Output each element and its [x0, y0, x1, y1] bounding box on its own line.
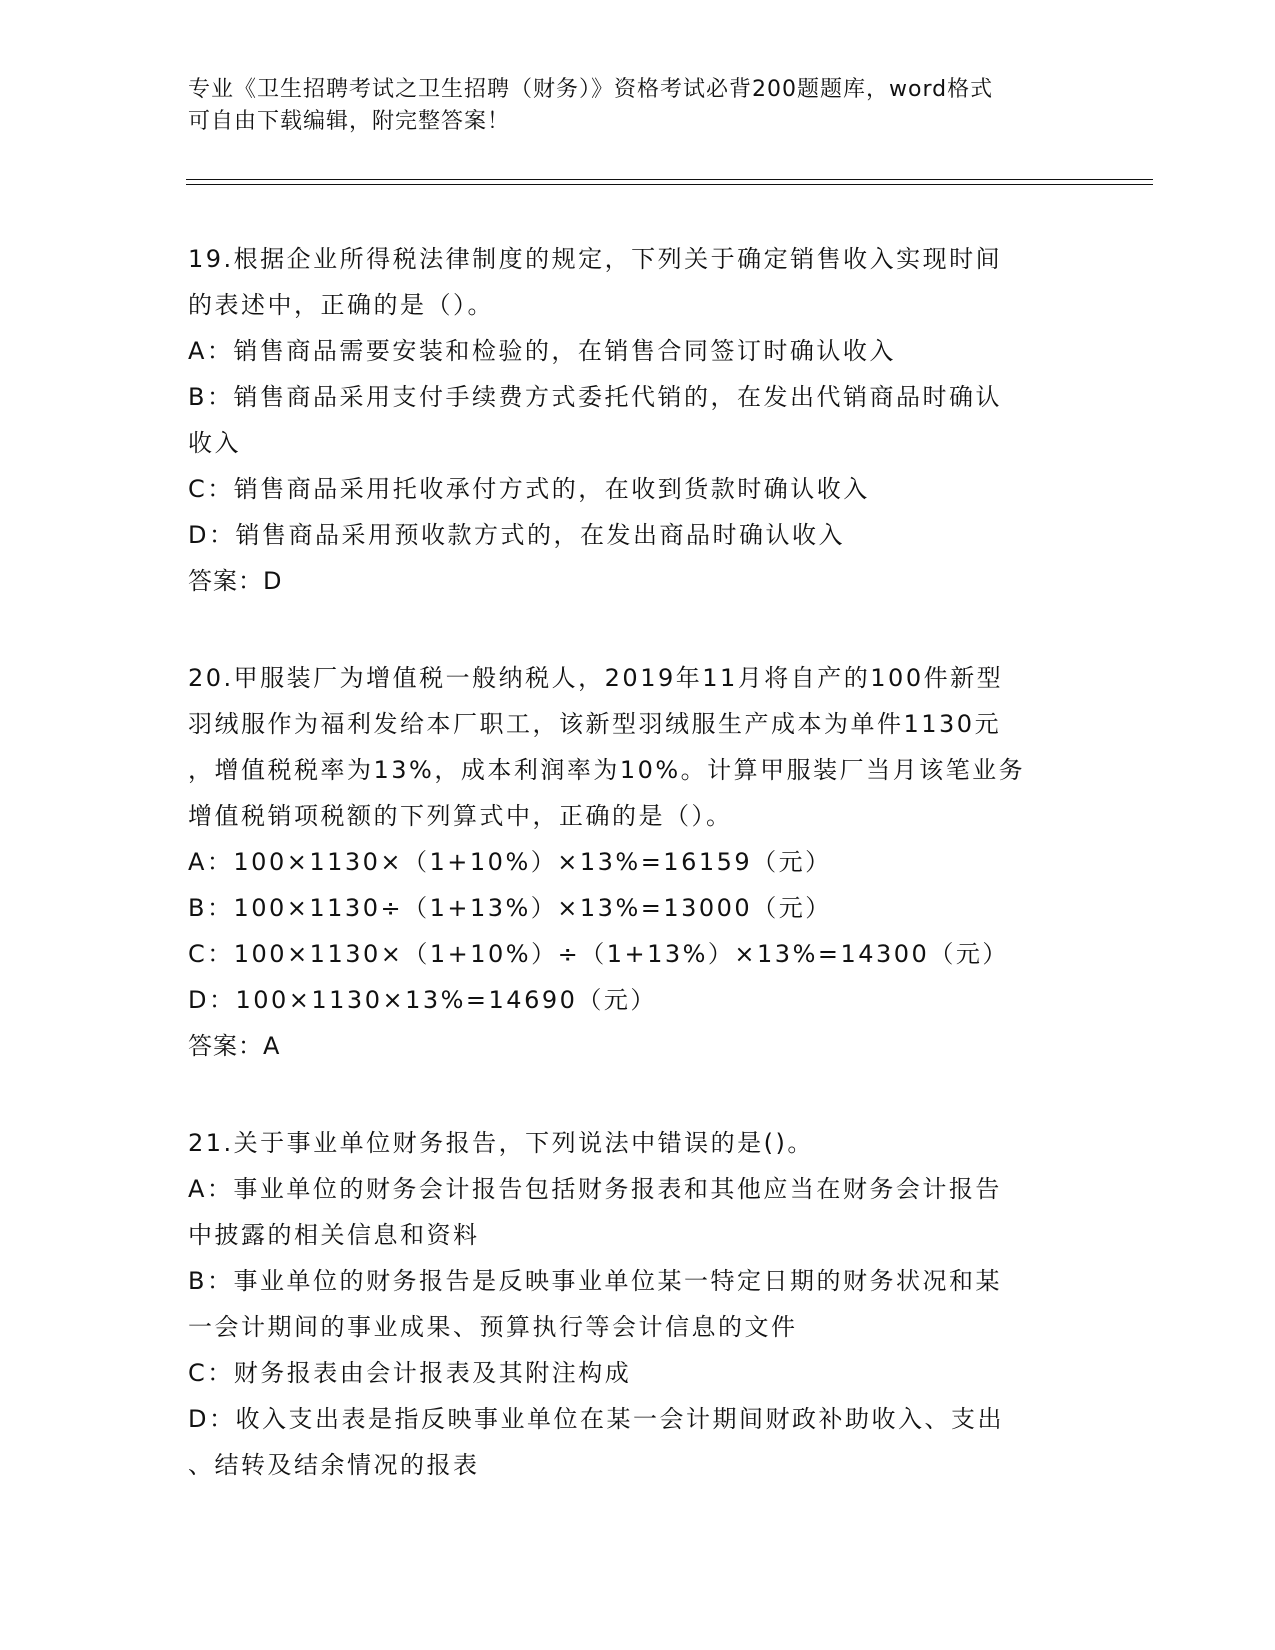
question-list	[188, 236, 1088, 1539]
answer-label: 答案：D	[188, 567, 283, 595]
option-b-continued: 一会计期间的事业成果、预算执行等会计信息的文件	[188, 1313, 798, 1341]
question-text-line: 21.关于事业单位财务报告，下列说法中错误的是()。	[188, 1129, 814, 1157]
question-text-line: 羽绒服作为福利发给本厂职工，该新型羽绒服生产成本为单件1130元	[188, 710, 1002, 738]
option-a: A：销售商品需要安装和检验的，在销售合同签订时确认收入	[188, 337, 896, 365]
option-a: A：100×1130×（1+10%）×13%=16159（元）	[188, 848, 832, 876]
question-text-line: 增值税销项税额的下列算式中，正确的是（）。	[188, 802, 733, 830]
option-b-continued: 收入	[188, 429, 241, 457]
option-b: B：事业单位的财务报告是反映事业单位某一特定日期的财务状况和某	[188, 1267, 1002, 1295]
answer-label: 答案：A	[188, 1032, 281, 1060]
option-c: C：财务报表由会计报表及其附注构成	[188, 1359, 632, 1387]
option-d: D：100×1130×13%=14690（元）	[188, 986, 657, 1014]
question-21	[188, 1120, 1088, 1488]
option-d-continued: 、结转及结余情况的报表	[188, 1451, 480, 1479]
option-b: B：销售商品采用支付手续费方式委托代销的，在发出代销商品时确认	[188, 383, 1002, 411]
question-19	[188, 236, 1088, 604]
header-line: 可自由下载编辑，附完整答案！	[188, 109, 511, 134]
option-c: C：销售商品采用托收承付方式的，在收到货款时确认收入	[188, 475, 870, 503]
question-text-line: 的表述中，正确的是（）。	[188, 291, 494, 319]
option-b: B：100×1130÷（1+13%）×13%=13000（元）	[188, 894, 832, 922]
question-20	[188, 655, 1088, 1069]
option-c: C：100×1130×（1+10%）÷（1+13%）×13%=14300（元）	[188, 940, 1009, 968]
document-header	[188, 74, 1088, 138]
header-divider-bottom	[186, 184, 1153, 185]
question-text-line: ，增值税税率为13%，成本利润率为10%。计算甲服装厂当月该笔业务	[188, 756, 1026, 784]
option-a: A：事业单位的财务会计报告包括财务报表和其他应当在财务会计报告	[188, 1175, 1002, 1203]
option-d: D：收入支出表是指反映事业单位在某一会计期间财政补助收入、支出	[188, 1405, 1004, 1433]
option-a-continued: 中披露的相关信息和资料	[188, 1221, 480, 1249]
question-text-line: 19.根据企业所得税法律制度的规定，下列关于确定销售收入实现时间	[188, 245, 1003, 273]
question-text-line: 20.甲服装厂为增值税一般纳税人，2019年11月将自产的100件新型	[188, 664, 1004, 692]
option-d: D：销售商品采用预收款方式的，在发出商品时确认收入	[188, 521, 845, 549]
header-divider-top	[186, 179, 1153, 180]
header-line: 专业《卫生招聘考试之卫生招聘（财务）》资格考试必背200题题库，word格式	[188, 77, 994, 102]
